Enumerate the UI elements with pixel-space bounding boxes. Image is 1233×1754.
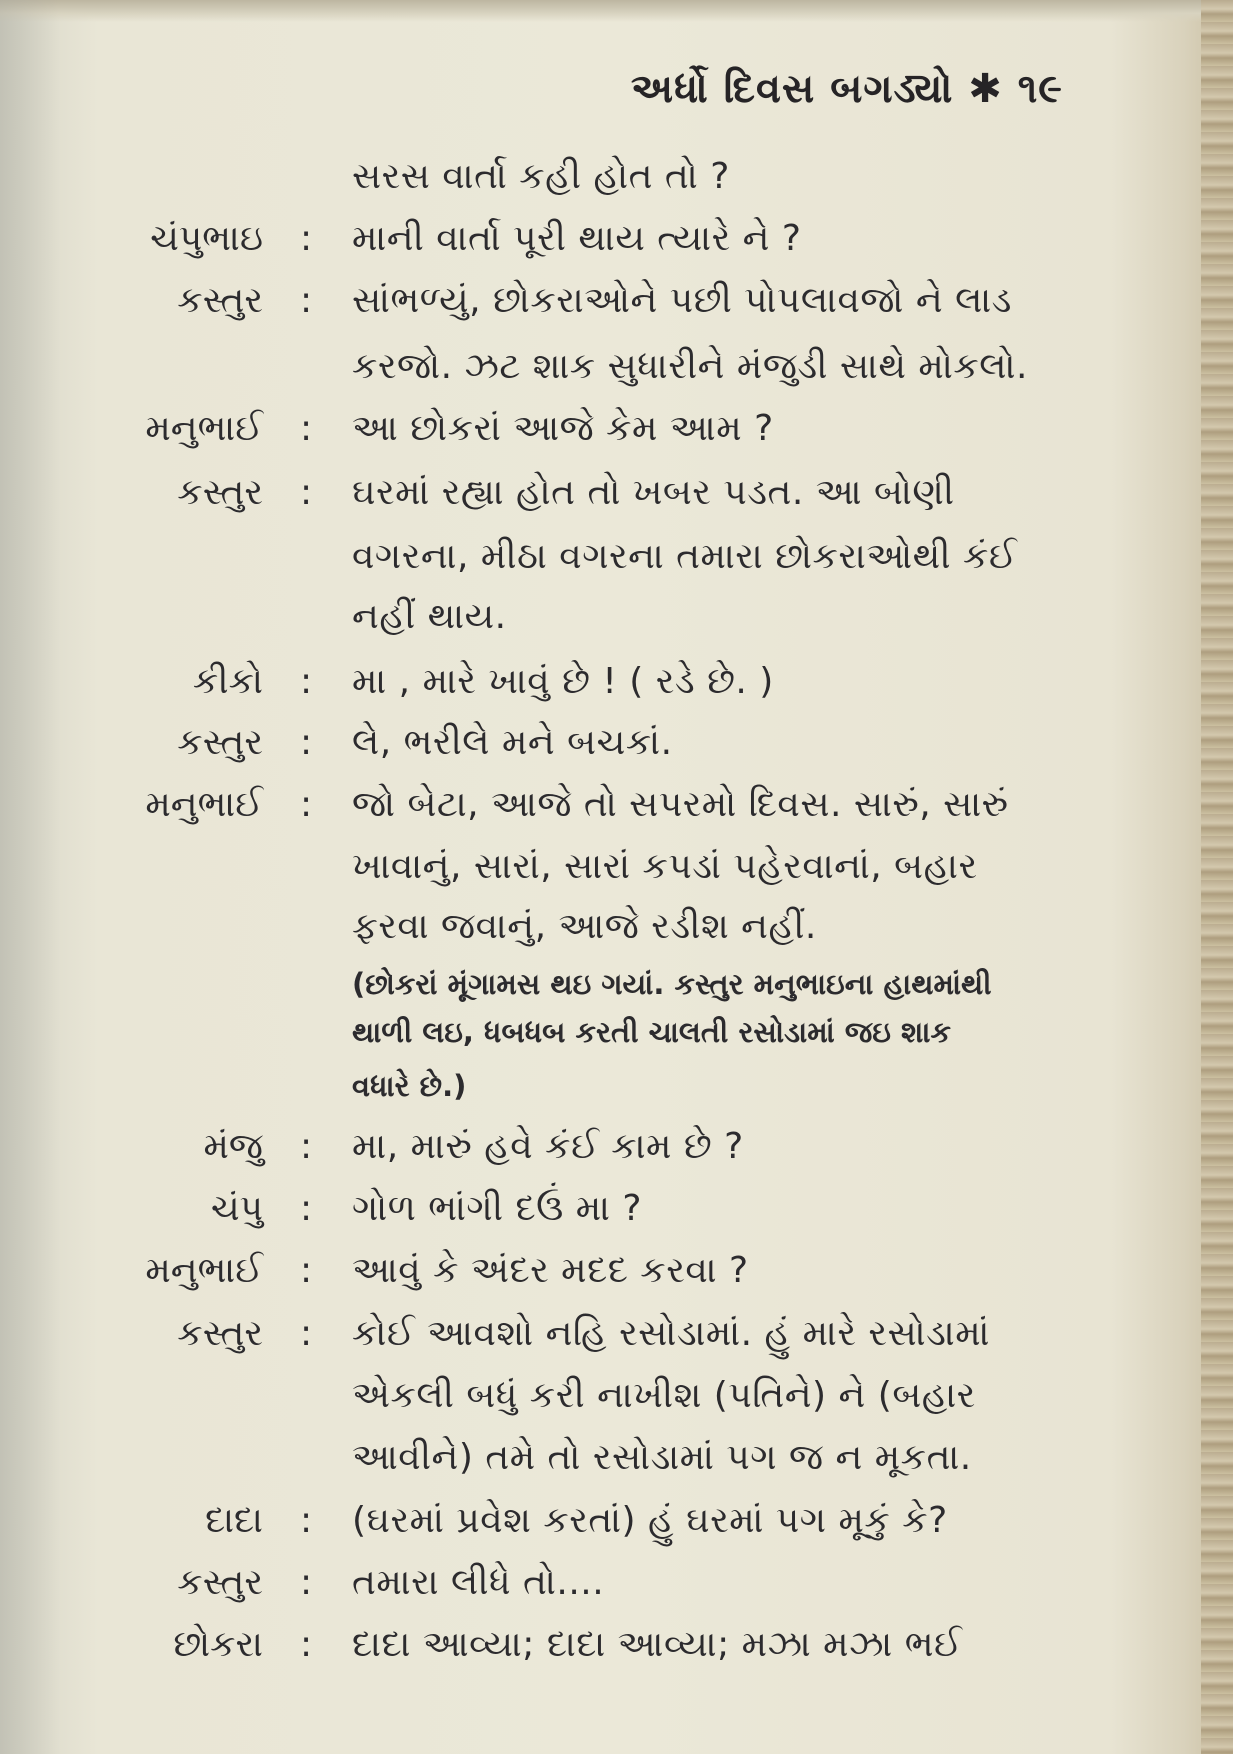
dialogue-entry	[0, 653, 1233, 711]
dialogue-text: માની વાર્તા પૂરી થાય ત્યારે ને ?	[352, 218, 802, 259]
dialogue-continuation	[0, 838, 1233, 896]
speaker-name: મનુભાઈ	[145, 784, 263, 825]
stage-direction-line: (છોકરાં મૂંગામસ થઇ ગયાં. કસ્તુર મનુભાઇના હાથમાંથી	[352, 967, 992, 1001]
speaker-colon: :	[300, 218, 313, 259]
speaker-colon: :	[300, 1250, 313, 1291]
speaker-name: છોકરા	[173, 1624, 263, 1665]
stage-direction-line: થાળી લઇ, ધબધબ કરતી ચાલતી રસોડામાં જઇ શાક	[352, 1015, 951, 1049]
dialogue-continuation	[0, 338, 1233, 396]
speaker-colon: :	[300, 1313, 313, 1354]
dialogue-entry	[0, 210, 1233, 268]
dialogue-text: લે, ભરીલે મને બચકાં.	[352, 722, 673, 763]
dialogue-text: આવીને) તમે તો રસોડામાં પગ જ ન મૂકતા.	[352, 1437, 972, 1478]
page-top-edge	[0, 0, 1233, 22]
speaker-name: કસ્તુર	[177, 280, 263, 321]
dialogue-continuation	[0, 528, 1233, 586]
dialogue-entry	[0, 148, 1233, 206]
speaker-name: કસ્તુર	[177, 722, 263, 763]
dialogue-text: દાદા આવ્યા; દાદા આવ્યા; મઝા મઝા ભઈ	[352, 1624, 963, 1665]
dialogue-entry	[0, 1242, 1233, 1300]
dialogue-entry	[0, 1305, 1233, 1363]
dialogue-text: કરજો. ઝટ શાક સુધારીને મંજુડી સાથે મોકલો.	[352, 346, 1028, 387]
dialogue-text: સરસ વાર્તા કહી હોત તો ?	[352, 156, 730, 197]
dialogue-entry	[0, 1492, 1233, 1550]
speaker-name: મનુભાઈ	[145, 408, 263, 449]
dialogue-text: આ છોકરાં આજે કેમ આમ ?	[352, 408, 774, 449]
speaker-colon: :	[300, 280, 313, 321]
dialogue-text: નહીં થાય.	[352, 596, 507, 637]
speaker-colon: :	[300, 784, 313, 825]
dialogue-text: મા , મારે ખાવું છે ! ( રડે છે. )	[352, 661, 774, 702]
dialogue-continuation	[0, 1429, 1233, 1487]
dialogue-text: તમારા લીધે તો....	[352, 1562, 605, 1603]
dialogue-continuation	[0, 1367, 1233, 1425]
speaker-colon: :	[300, 661, 313, 702]
dialogue-continuation	[0, 898, 1233, 956]
dialogue-text: ઘરમાં રહ્યા હોત તો ખબર પડત. આ બોણી	[352, 472, 955, 513]
dialogue-text: વગરના, મીઠા વગરના તમારા છોકરાઓથી કંઈ	[352, 536, 1018, 577]
speaker-name: કસ્તુર	[177, 1562, 263, 1603]
speaker-name: કીકો	[192, 661, 263, 702]
speaker-colon: :	[300, 1188, 313, 1229]
speaker-colon: :	[300, 1624, 313, 1665]
dialogue-text: ખાવાનું, સારાં, સારાં કપડાં પહેરવાનાં, બહાર	[352, 846, 978, 887]
speaker-colon: :	[300, 1500, 313, 1541]
speaker-name: દાદા	[205, 1500, 263, 1541]
dialogue-entry	[0, 714, 1233, 772]
dialogue-text: જો બેટા, આજે તો સપરમો દિવસ. સારું, સારું	[352, 784, 1009, 825]
speaker-name: ચંપુભાઇ	[150, 218, 263, 259]
dialogue-entry	[0, 1554, 1233, 1612]
speaker-colon: :	[300, 1126, 313, 1167]
dialogue-entry	[0, 1616, 1233, 1674]
running-header: અર્ધો દિવસ બગડ્યો ✱ ૧૯	[630, 66, 1063, 112]
dialogue-text: ફરવા જવાનું, આજે રડીશ નહીં.	[352, 906, 817, 947]
speaker-colon: :	[300, 1562, 313, 1603]
dialogue-text: કોઈ આવશો નહિ રસોડામાં. હું મારે રસોડામાં	[352, 1313, 990, 1354]
speaker-name: મંજુ	[203, 1126, 263, 1167]
dialogue-text: મા, મારું હવે કંઈ કામ છે ?	[352, 1126, 744, 1167]
dialogue-text: સાંભળ્યું, છોકરાઓને પછી પોપલાવજો ને લાડ	[352, 280, 1012, 321]
stage-direction-line: વધારે છે.)	[352, 1069, 467, 1103]
speaker-name: કસ્તુર	[177, 1313, 263, 1354]
dialogue-entry	[0, 1180, 1233, 1238]
dialogue-entry	[0, 272, 1233, 330]
speaker-colon: :	[300, 408, 313, 449]
speaker-colon: :	[300, 722, 313, 763]
speaker-name: મનુભાઈ	[145, 1250, 263, 1291]
dialogue-text: ગોળ ભાંગી દઉં મા ?	[352, 1188, 643, 1229]
speaker-name: કસ્તુર	[177, 472, 263, 513]
dialogue-entry	[0, 400, 1233, 458]
dialogue-entry	[0, 776, 1233, 834]
speaker-name: ચંપુ	[210, 1188, 263, 1229]
dialogue-text: (ઘરમાં પ્રવેશ કરતાં) હું ઘરમાં પગ મૂકું કે?	[352, 1500, 948, 1541]
speaker-colon: :	[300, 472, 313, 513]
dialogue-entry	[0, 1118, 1233, 1176]
dialogue-entry	[0, 464, 1233, 522]
dialogue-text: એકલી બધું કરી નાખીશ (પતિને) ને (બહાર	[352, 1375, 976, 1416]
dialogue-continuation	[0, 588, 1233, 646]
dialogue-text: આવું કે અંદર મદદ કરવા ?	[352, 1250, 749, 1291]
